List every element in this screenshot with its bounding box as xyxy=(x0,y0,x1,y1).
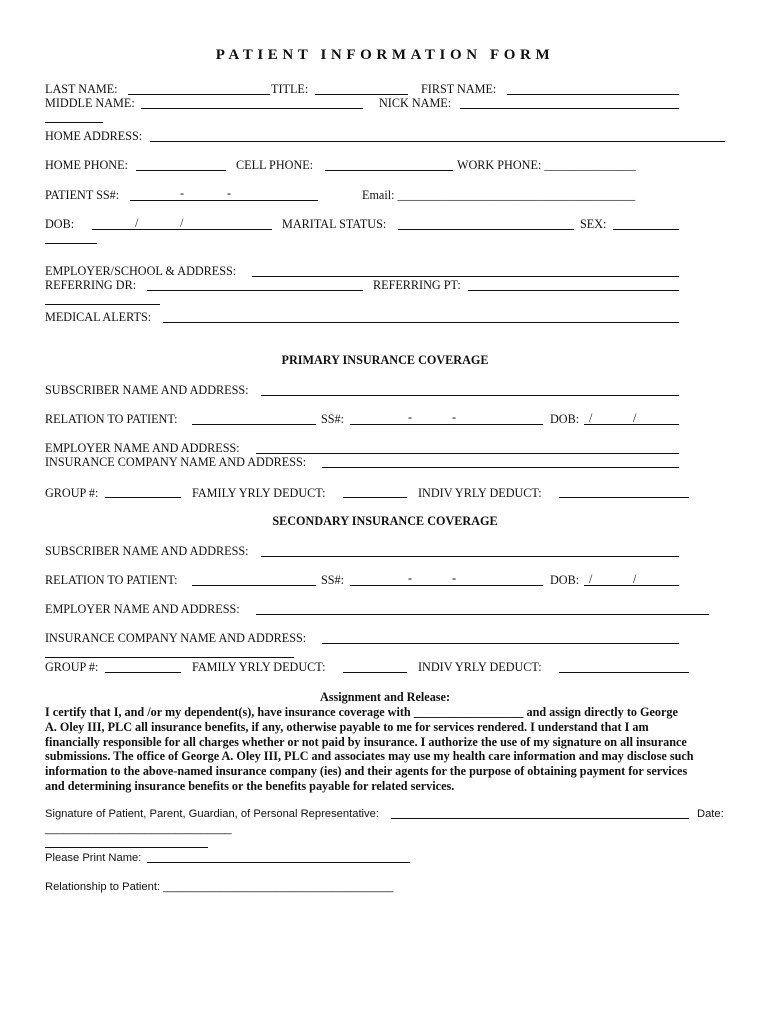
secondary-dob-separator-2: / xyxy=(633,572,637,586)
primary-group-label: GROUP #: xyxy=(45,486,99,500)
primary-dob-separator-1: / xyxy=(589,411,593,425)
assignment-line: financially responsible for all charges whether or not paid by insurance. I authorize the use of my signature on all insurance xyxy=(45,734,687,749)
secondary-insurance-company-field[interactable] xyxy=(322,643,679,644)
secondary-relation-label: RELATION TO PATIENT: xyxy=(45,573,178,587)
cell-phone-field[interactable] xyxy=(325,170,453,171)
secondary-subscriber-label: SUBSCRIBER NAME AND ADDRESS: xyxy=(45,544,249,558)
nick-name-label: NICK NAME: xyxy=(379,96,452,110)
secondary-ss-field[interactable] xyxy=(350,585,543,586)
primary-insurance-company-label: INSURANCE COMPANY NAME AND ADDRESS: xyxy=(45,455,307,469)
primary-family-deduct-field[interactable] xyxy=(343,497,407,498)
medical-alerts-field[interactable] xyxy=(163,322,679,323)
nick-name-field-continued[interactable] xyxy=(45,122,103,123)
secondary-family-deduct-field[interactable] xyxy=(343,672,407,673)
first-name-field[interactable] xyxy=(507,94,679,95)
sex-field-continued[interactable] xyxy=(45,243,97,244)
referring-pt-field-continued[interactable] xyxy=(45,304,160,305)
primary-employer-label: EMPLOYER NAME AND ADDRESS: xyxy=(45,441,240,455)
assignment-line: information to the above-named insurance company (ies) and their agents for the purpose of obtaining payment for services xyxy=(45,764,688,779)
ss-separator-1: - xyxy=(180,186,185,200)
secondary-dob-separator-1: / xyxy=(589,572,593,586)
sex-field[interactable] xyxy=(613,229,679,230)
print-name-label: Please Print Name: xyxy=(45,852,142,864)
secondary-ss-separator-2: - xyxy=(452,571,457,585)
ss-separator-2: - xyxy=(227,186,232,200)
secondary-indiv-deduct-label: INDIV YRLY DEDUCT: xyxy=(418,660,542,674)
primary-indiv-deduct-field[interactable] xyxy=(559,497,689,498)
signature-field[interactable] xyxy=(391,818,689,819)
patient-ss-label: PATIENT SS#: xyxy=(45,188,120,202)
employer-school-field[interactable] xyxy=(252,276,679,277)
primary-ss-separator-1: - xyxy=(408,410,413,424)
primary-dob-separator-2: / xyxy=(633,411,637,425)
secondary-group-field[interactable] xyxy=(105,672,181,673)
secondary-ss-separator-1: - xyxy=(408,571,413,585)
primary-ss-separator-2: - xyxy=(452,410,457,424)
signature-label: Signature of Patient, Parent, Guardian, of Personal Representative: xyxy=(45,808,379,820)
assignment-heading: Assignment and Release: xyxy=(320,690,450,704)
first-name-label: FIRST NAME: xyxy=(421,82,497,96)
email-label[interactable]: Email: _______________________________________ xyxy=(362,188,636,202)
nick-name-field[interactable] xyxy=(460,108,679,109)
title-label: TITLE: xyxy=(271,82,309,96)
primary-dob-field[interactable] xyxy=(584,424,679,425)
primary-family-deduct-label: FAMILY YRLY DEDUCT: xyxy=(192,486,326,500)
sex-label: SEX: xyxy=(580,217,607,231)
primary-insurance-heading: PRIMARY INSURANCE COVERAGE xyxy=(281,353,489,367)
secondary-insurance-company-field-continued[interactable] xyxy=(45,657,294,658)
assignment-line: and determining insurance benefits or the benefits payable for related services. xyxy=(45,778,455,793)
referring-dr-field[interactable] xyxy=(147,290,363,291)
secondary-subscriber-field[interactable] xyxy=(261,556,679,557)
date-field[interactable]: ______________________________ xyxy=(45,823,232,835)
primary-subscriber-field[interactable] xyxy=(261,395,679,396)
medical-alerts-label: MEDICAL ALERTS: xyxy=(45,310,152,324)
date-label: Date: xyxy=(697,808,724,820)
assignment-line: A. Oley III, PLC all insurance benefits, if any, otherwise payable to me for services rendered. I understand that I am xyxy=(45,719,649,734)
dob-separator-2: / xyxy=(180,216,184,230)
last-name-field[interactable] xyxy=(128,94,270,95)
middle-name-label: MIDDLE NAME: xyxy=(45,96,135,110)
last-name-label: LAST NAME: xyxy=(45,82,118,96)
referring-pt-label: REFERRING PT: xyxy=(373,278,461,292)
primary-subscriber-label: SUBSCRIBER NAME AND ADDRESS: xyxy=(45,383,249,397)
patient-ss-field[interactable] xyxy=(130,200,318,201)
secondary-family-deduct-label: FAMILY YRLY DEDUCT: xyxy=(192,660,326,674)
secondary-employer-field[interactable] xyxy=(256,614,709,615)
form-title: PATIENT INFORMATION FORM xyxy=(215,47,555,63)
primary-ss-field[interactable] xyxy=(350,424,543,425)
secondary-relation-field[interactable] xyxy=(192,585,316,586)
print-name-field[interactable] xyxy=(147,862,410,863)
relationship-label[interactable]: Relationship to Patient: _____________________________________ xyxy=(45,881,394,893)
secondary-dob-label: DOB: xyxy=(550,573,580,587)
primary-group-field[interactable] xyxy=(105,497,181,498)
secondary-insurance-company-label: INSURANCE COMPANY NAME AND ADDRESS: xyxy=(45,631,307,645)
primary-indiv-deduct-label: INDIV YRLY DEDUCT: xyxy=(418,486,542,500)
primary-ss-label: SS#: xyxy=(321,412,345,426)
primary-dob-label: DOB: xyxy=(550,412,580,426)
assignment-paragraph xyxy=(45,705,735,794)
cell-phone-label: CELL PHONE: xyxy=(236,158,314,172)
secondary-group-label: GROUP #: xyxy=(45,660,99,674)
assignment-line: I certify that I, and /or my dependent(s), have insurance coverage with __________________ and assign directly to George xyxy=(45,705,678,719)
primary-employer-field[interactable] xyxy=(256,453,679,454)
primary-insurance-company-field[interactable] xyxy=(322,467,679,468)
marital-status-field[interactable] xyxy=(398,229,574,230)
home-phone-field[interactable] xyxy=(136,170,226,171)
home-phone-label: HOME PHONE: xyxy=(45,158,128,172)
middle-name-field[interactable] xyxy=(141,108,363,109)
home-address-label: HOME ADDRESS: xyxy=(45,129,143,143)
secondary-indiv-deduct-field[interactable] xyxy=(559,672,689,673)
referring-dr-label: REFERRING DR: xyxy=(45,278,137,292)
secondary-dob-field[interactable] xyxy=(584,585,679,586)
employer-school-label: EMPLOYER/SCHOOL & ADDRESS: xyxy=(45,264,237,278)
referring-pt-field[interactable] xyxy=(468,290,679,291)
signature-blank-line[interactable] xyxy=(45,847,208,848)
assignment-line: submissions. The office of George A. Oley III, PLC and associates may use my health care information and may disclose such xyxy=(45,749,694,764)
title-field[interactable] xyxy=(315,94,408,95)
secondary-ss-label: SS#: xyxy=(321,573,345,587)
primary-relation-field[interactable] xyxy=(192,424,316,425)
dob-separator-1: / xyxy=(135,216,139,230)
home-address-field[interactable] xyxy=(150,141,725,142)
marital-status-label: MARITAL STATUS: xyxy=(282,217,387,231)
primary-relation-label: RELATION TO PATIENT: xyxy=(45,412,178,426)
secondary-employer-label: EMPLOYER NAME AND ADDRESS: xyxy=(45,602,240,616)
dob-label: DOB: xyxy=(45,217,75,231)
secondary-insurance-heading: SECONDARY INSURANCE COVERAGE xyxy=(272,514,498,528)
work-phone-label[interactable]: WORK PHONE: _______________ xyxy=(457,158,636,172)
